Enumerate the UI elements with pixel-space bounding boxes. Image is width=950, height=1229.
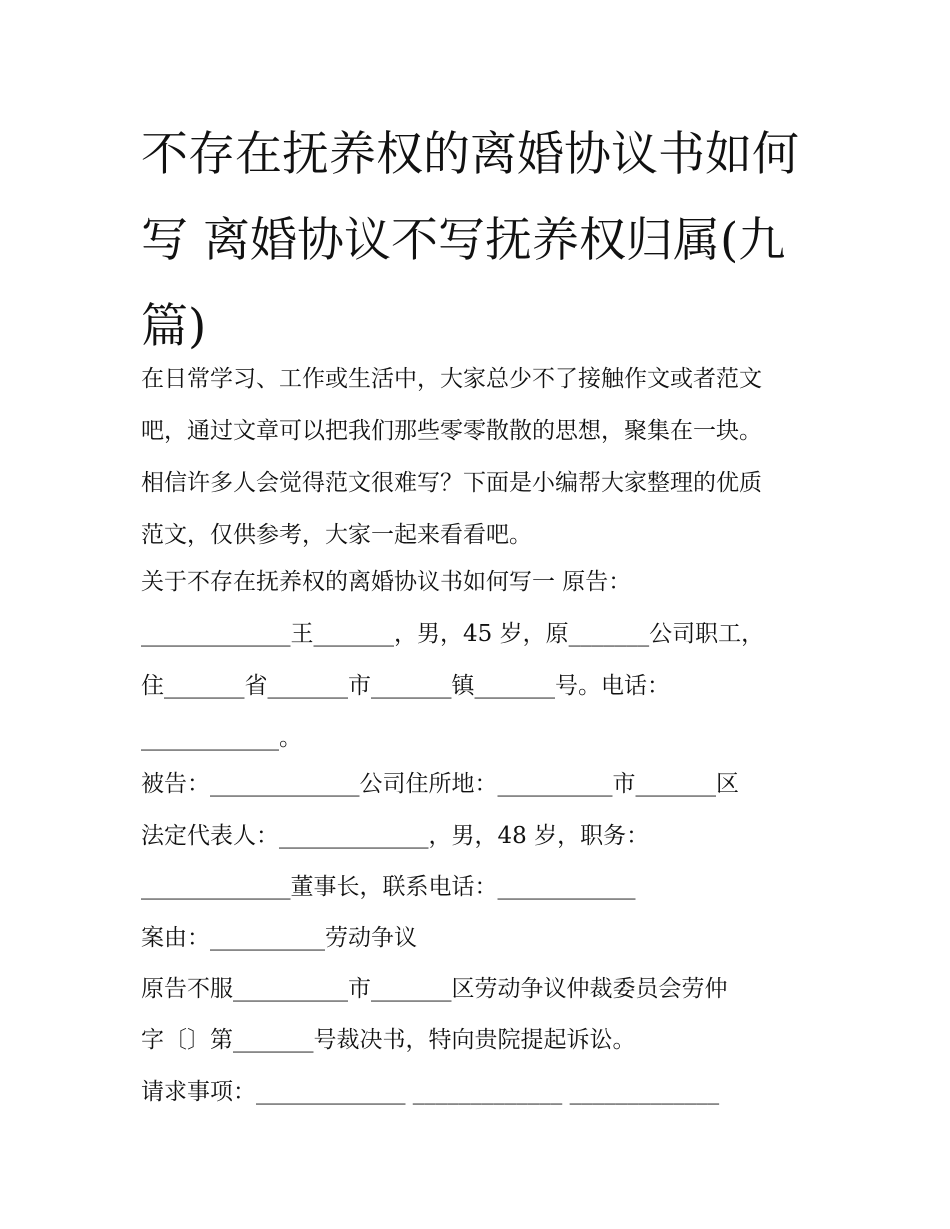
intro-line: 相信许多人会觉得范文很难写？下面是小编帮大家整理的优质 <box>141 470 762 496</box>
intro-line: 在日常学习、工作或生活中，大家总少不了接触作文或者范文 <box>141 366 762 392</box>
section-heading-line: 关于不存在抚养权的离婚协议书如何写一 原告： <box>141 569 632 595</box>
document-title: 不存在抚养权的离婚协议书如何写 离婚协议不写抚养权归属(九篇) <box>141 127 799 354</box>
representative-contact-line: _____________董事长，联系电话：____________ <box>141 874 636 900</box>
appeal-line-2: 字〔〕第_______号裁决书，特向贵院提起诉讼。 <box>141 1027 636 1053</box>
claims-line: 请求事项：_____________ _____________ _____________ <box>141 1079 720 1105</box>
legal-representative-line: 法定代表人：_____________，男，48 岁，职务： <box>141 823 650 849</box>
intro-paragraph <box>141 353 821 561</box>
case-cause-line: 案由：__________劳动争议 <box>141 925 417 951</box>
plaintiff-phone-line: ____________。 <box>141 725 302 751</box>
defendant-line: 被告：_____________公司住所地：__________市_______区 <box>141 771 739 797</box>
plaintiff-address-line: 住_______省_______市_______镇_______号。电话： <box>141 673 670 699</box>
intro-line: 吧，通过文章可以把我们那些零零散散的思想，聚集在一块。 <box>141 418 762 444</box>
intro-line: 范文，仅供参考，大家一起来看看吧。 <box>141 522 532 548</box>
appeal-line-1: 原告不服__________市_______区劳动争议仲裁委员会劳仲 <box>141 976 728 1002</box>
plaintiff-name-line: _____________王_______，男，45 岁，原_______公司职工， <box>141 621 765 647</box>
